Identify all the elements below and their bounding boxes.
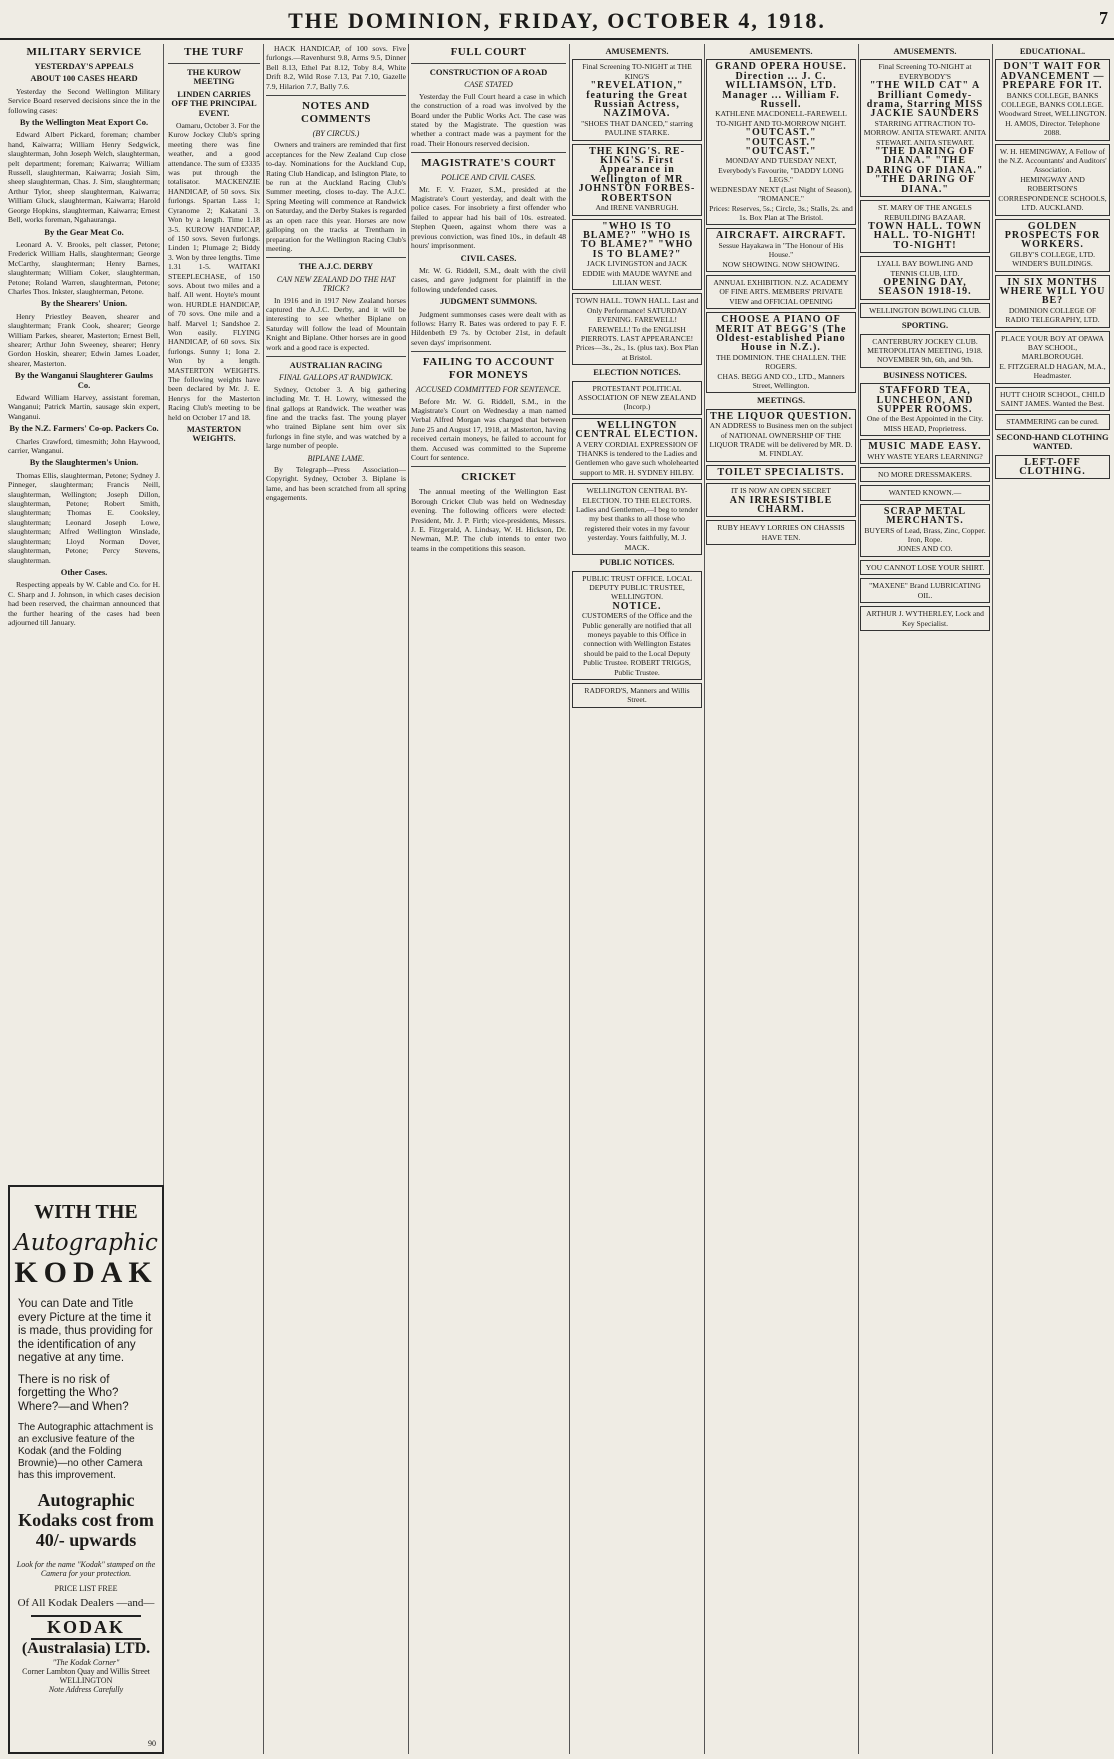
section-heading: ELECTION NOTICES.	[593, 367, 681, 378]
section-heading: SPORTING.	[901, 320, 949, 331]
article-text: Before Mr. W. G. Riddell, S.M., in the Magistrate's Court on Wednesday a man named Verbal Alfred Morgan was charged that between June 25 and August 17, 1918, at Masterton, having received certain moneys, he failed to account for them. Accused was committed to the Supreme Court for sentence.	[411, 396, 566, 462]
section-subheading: ABOUT 100 CASES HEARD	[30, 73, 138, 84]
section-subheading: AUSTRALIAN RACING	[289, 359, 383, 370]
section-subheading: By the Wanganui Slaughterer Gaulms Co.	[15, 370, 153, 390]
article-text: HACK HANDICAP, of 100 sovs. Five furlongs.—Ravenhurst 9.8, Arms 9.5, Dinner Bell 8.13, Ethel Pat 8.12, Toby 8.4, White Drift 8.2, Wild Rose 7.13, Pat 7.10, Gazelle 7.9, Hilarion 7.7, Bally 7.6.	[266, 44, 406, 91]
ad-note: Look for the name "Kodak" stamped on the Camera for your protection.	[16, 1560, 156, 1578]
ad-town-hall-pierrots: TOWN HALL. TOWN HALL. Last and Only Performance! SATURDAY EVENING. FAREWELL! FAREWELL! To the ENGLISH PIERROTS. LAST APPEARANCE! Prices—3s., 2s., 1s. (plus tax). Box Plan at Bristol.	[572, 293, 702, 365]
ad-corner: "The Kodak Corner"	[52, 1658, 120, 1667]
section-subheading: THE KUROW MEETING	[186, 67, 242, 87]
section-heading: MEETINGS.	[757, 395, 805, 406]
ad-begg-piano: CHOOSE A PIANO OF MERIT AT BEGG'S (The Oldest-established Piano House in N.Z.). THE DOMINION. THE CHALLEN. THE ROGERS. CHAS. BEGG AND CO., LTD., Manners Street, Wellington.	[706, 312, 856, 393]
section-subheading: CIVIL CASES.	[460, 252, 517, 263]
kodak-logo: KODAK	[31, 1615, 141, 1640]
article-text: Edward Albert Pickard, foreman; chamber hand, Kaiwarra; William Henry Sedgwick, slaughterman, John Joseph Welch, slaughterman, pelt department; foreman; Kaiwarra; William Russell, slaughterman, Kaiwarra; Josiah Sim, sheep slaughterman, Chas. J. Sim, slaughterman; Arthur Tylor, sheep slaughterman, Kaiwarra; William Gluck, slaughterman, Kaiwarra; Harold George Hopkins, slaughterman, Kaiwarra; Ernest Bell, works foreman, Ngahauranga.	[8, 130, 160, 225]
ad-price-list: PRICE LIST FREE	[54, 1584, 118, 1593]
section-subheading: LINDEN CARRIES OFF THE PRINCIPAL EVENT.	[171, 88, 257, 118]
ad-aircraft: AIRCRAFT. AIRCRAFT. Sessue Hayakawa in "The Honour of His House." NOW SHOWING. NOW SHOWING.	[706, 228, 856, 272]
ad-wanted-known: WANTED KNOWN.—	[860, 485, 990, 500]
article-text: Owners and trainers are reminded that first acceptances for the New Zealand Cup close to-day. Nominations for the Auckland Cup, Rating Club Handicap, and Islington Plate, to be run at the Auckland Racing Club's Summer meeting, closes to-day. The A.J.C. Spring Meeting will commence at Randwick on Saturday, and the Derby Stakes is regarded as an open race this year. Horses are now galloping on the tracks at Trentham in preparation for the Wellington Racing Club's meeting.	[266, 140, 406, 253]
article-text: Sydney, October 3. A big gathering including Mr. T. H. Lowry, witnessed the final gallops at Randwick. The weather was fine and the tracks fast. The young player who trained Biplane sent him over six furlongs in fine style, and was watched by a large number of people.	[266, 384, 406, 451]
kodak-advertisement	[8, 1185, 164, 1754]
masthead-rule	[0, 38, 1114, 40]
ad-brand: KODAK	[14, 1256, 158, 1289]
section-subheading: POLICE AND CIVIL CASES.	[441, 173, 536, 183]
ad-music: MUSIC MADE EASY. WHY WASTE YEARS LEARNING?	[860, 439, 990, 464]
article-text: Charles Crawford, timesmith; John Haywood, carrier, Wanganui.	[8, 436, 160, 456]
section-subheading: MASTERTON WEIGHTS.	[186, 424, 242, 444]
section-subheading: FINAL GALLOPS AT RANDWICK.	[279, 373, 393, 383]
article-text: Oamaru, October 3. For the Kurow Jockey Club's spring meeting there was fine weather, and a good attendance. The sum of £3335 was put through the totalisator. MACKENZIE HANDICAP, of 50 sovs. Six furlongs. Spartan Lass 1; Cyranome 2; Kakatani 3. Won by a length. Time 1.18 3-5. KUROW HANDICAP, of 150 sovs. Seven furlongs. Linden 1; Plumage 2; Biddy 3. Won by three lengths. Time 1.31 1-5. WAITAKI STEEPLECHASE, of 150 sovs. About two miles and a half. All went. Hoyte's mount won. HURDLE HANDICAP, of 70 sovs. One mile and a half. Marvel 1; Sandshoe 2. Won easily. FLYING HANDICAP, of 60 sovs. Six furlongs. Sunny 1; Iona 2. Won by a length. MASTERTON WEIGHTS. The following weights have been declared by Mr. J. E. Henrys for the Masterton Racing Club's meeting to be held on October 17 and 18.	[168, 121, 260, 422]
ad-toilet-specialists: TOILET SPECIALISTS.	[706, 465, 856, 480]
section-subheading: By the Slaughtermen's Union.	[29, 457, 139, 468]
ad-open-secret: IT IS NOW AN OPEN SECRET AN IRRESISTIBLE CHARM.	[706, 483, 856, 517]
article-text: Yesterday the Full Court heard a case in which the construction of a road was involved by the Board under the Public Works Act. The case was stated by the Magistrate. The question was whether a contract made was a payment for the road. Their Honours reserved decision.	[411, 91, 566, 148]
section-heading: AMUSEMENTS.	[893, 46, 957, 56]
ad-address: Corner Lambton Quay and Willis Street WELLINGTON	[22, 1667, 150, 1685]
section-heading: FULL COURT	[450, 46, 527, 58]
notice-by-election: WELLINGTON CENTRAL BY-ELECTION. TO THE ELECTORS. Ladies and Gentlemen,—I beg to tender my best thanks to all those who registered their votes in my favour yesterday. Yours faithfully, M. J. MACK.	[572, 483, 702, 555]
section-subheading: By the Gear Meat Co.	[44, 226, 124, 237]
column-divider	[858, 44, 859, 1754]
section-heading: EDUCATIONAL.	[1019, 46, 1086, 56]
article-text: Respecting appeals by W. Cable and Co. for H. C. Sharp and J. Johnson, in which cases decision had been reserved, the chairman announced that the further hearing of the cases had been adjourned till January.	[8, 580, 160, 627]
ad-note: Note Address Carefully	[48, 1685, 124, 1694]
section-heading: PUBLIC NOTICES.	[599, 557, 675, 568]
ad-title-script: Autographic	[14, 1230, 158, 1256]
column-amusements-1	[572, 44, 702, 1754]
ad-stafford-tea-rooms: STAFFORD TEA, LUNCHEON, AND SUPPER ROOMS. One of the Best Appointed in the City. MISS HEAD, Proprietress.	[860, 383, 990, 436]
section-subheading: CAN NEW ZEALAND DO THE HAT TRICK?	[276, 274, 396, 294]
column-amusements-2	[706, 44, 856, 1754]
section-subheading: By the N.Z. Farmers' Co-op. Packers Co.	[9, 423, 159, 434]
ad-st-marys-bazaar: ST. MARY OF THE ANGELS REBUILDING BAZAAR. TOWN HALL. TOWN HALL. TO-NIGHT! TO-NIGHT!	[860, 200, 990, 253]
article-text: Judgment summonses cases were dealt with as follows: Harry R. Bates was ordered to pay F. F. Hildenbeth £9 7s. by October 21st, in default seven days' imprisonment.	[411, 309, 566, 347]
article-text: In 1916 and in 1917 New Zealand horses captured the A.J.C. Derby, and it will be interesting to see whether Biplane on Saturday will follow the lead of Mountain Knight and Biplane. Other horses are in good work and a good race is expected.	[266, 295, 406, 352]
section-heading: AMUSEMENTS.	[749, 46, 813, 56]
column-racing-notes	[266, 44, 406, 1754]
byline: (BY CIRCUS.)	[312, 129, 360, 139]
section-heading: CRICKET	[461, 471, 516, 484]
ad-everybodys: Final Screening TO-NIGHT at EVERYBODY'S "THE WILD CAT" A Brilliant Comedy-drama, Starring MISS JACKIE SAUNDERS STARRING ATTRACTION TO-MORROW. ANITA STEWART. ANITA STEWART. ANITA STEWART. "THE DARING OF DIANA." "THE DARING OF DIANA." "THE DARING OF DIANA."	[860, 59, 990, 197]
notice-wellington-central: WELLINGTON CENTRAL ELECTION. A VERY CORDIAL EXPRESSION OF THANKS is tendered to the Ladies and Gentlemen who gave such wholehearted support to MR. H. SYDNEY HILBY.	[572, 418, 702, 480]
column-divider	[408, 44, 409, 1754]
page-number: 7	[1099, 8, 1108, 28]
section-subheading: By the Wellington Meat Export Co.	[19, 117, 149, 128]
article-text: Mr. F. V. Frazer, S.M., presided at the Magistrate's Court yesterday, and dealt with the police cases. For insobriety a first offender who failed to appear had his bail of 10s. estreated. Stephen Queen, against whom there was a previous conviction, was fined 10s., in default 48 hours' imprisonment.	[411, 184, 566, 251]
ad-lyall-bay: LYALL BAY BOWLING AND TENNIS CLUB, LTD. OPENING DAY, SEASON 1918-19.	[860, 256, 990, 300]
ad-headline: Autographic Kodaks cost from 40/- upwards	[18, 1490, 154, 1550]
ad-grand-opera-house: GRAND OPERA HOUSE. Direction ... J. C. WILLIAMSON, LTD. Manager ... William F. Russell. KATHLENE MACDONELL-FAREWELL TO-NIGHT AND TO-MORROW NIGHT. "OUTCAST." "OUTCAST." "OUTCAST." MONDAY AND TUESDAY NEXT, Everybody's Favourite, "DADDY LONG LEGS." WEDNESDAY NEXT (Last Night of Season), "ROMANCE." Prices: Reserves, 5s.; Circle, 3s.; Stalls, 2s. and 1s. Box Plan at The Bristol.	[706, 59, 856, 225]
section-subheading: YESTERDAY'S APPEALS	[34, 61, 134, 71]
ad-locksmith: ARTHUR J. WYTHERLEY, Lock and Key Specialist.	[860, 606, 990, 631]
masthead	[0, 0, 1114, 40]
column-educational	[995, 44, 1110, 1754]
section-heading: MAGISTRATE'S COURT	[421, 157, 556, 170]
section-heading: SECOND-HAND CLOTHING WANTED.	[996, 431, 1109, 452]
article-text: Thomas Ellis, slaughterman, Petone; Sydney J. Pinneger, slaughterman; Francis Neill, slaughterman, Wellington; Joseph Dillon, slaughterman, Petone; Robert Smith, slaughterman; Thomas E. Cooksley, slaughterman; Leonard Joseph Lowe, slaughterman; Alfred Wellington Winslade, slaughterman; Lloyd Norman Dover, slaughterman, Petone; Percy Stevens, slaughterman.	[8, 470, 160, 565]
ad-radio-telegraphy: IN SIX MONTHS WHERE WILL YOU BE? DOMINION COLLEGE OF RADIO TELEGRAPHY, LTD.	[995, 275, 1110, 328]
section-heading: MILITARY SERVICE	[26, 46, 142, 58]
section-subheading: By the Shearers' Union.	[40, 298, 128, 309]
ad-stammering: STAMMERING can be cured.	[995, 414, 1110, 429]
ad-left-off-clothing: LEFT-OFF CLOTHING.	[995, 455, 1110, 480]
ad-dealers: Of All Kodak Dealers —and—	[17, 1597, 155, 1609]
column-divider	[992, 44, 993, 1754]
ad-radford: RADFORD'S, Manners and Willis Street.	[572, 683, 702, 708]
section-subheading: THE A.J.C. DERBY	[298, 261, 374, 272]
section-heading: NOTES AND COMMENTS	[301, 100, 371, 126]
section-subheading: CASE STATED	[464, 80, 513, 90]
article-text: Henry Priestley Beaven, shearer and slaughterman; Frank Cook, shearer; George William Parkes, shearer, Masterton; Ernest Bell, shearer; Arthur John Sweeney, shearer; Henry Gordon Hoskin, shearer; Edwin James Loader, shearer, Masterton.	[8, 311, 160, 368]
newspaper-title: THE DOMINION, FRIDAY, OCTOBER 4, 1918.	[288, 8, 826, 33]
article-text: Yesterday the Second Wellington Military Service Board reserved decisions since the in the following cases:	[8, 86, 160, 115]
section-heading: FAILING TO ACCOUNT FOR MONEYS	[422, 356, 555, 382]
article-text: The annual meeting of the Wellington East Borough Cricket Club was held on Wednesday evening. The following officers were elected: President, Mr. J. P. Firth; vice-presidents, Messrs. J. E. Fitzgerald, A. Lindsay, W. H. Hickson, Dr. Newman, M.P. The club intends to enter two teams in the competitions this season.	[411, 487, 566, 553]
ad-maxene-oil: "MAXENE" Brand LUBRICATING OIL.	[860, 578, 990, 603]
notice-protestant: PROTESTANT POLITICAL ASSOCIATION OF NEW ZEALAND (Incorp.)	[572, 381, 702, 415]
section-heading: AMUSEMENTS.	[605, 46, 669, 56]
ad-who-is-to-blame: "WHO IS TO BLAME?" "WHO IS TO BLAME?" "WHO IS TO BLAME?" JACK LIVINGSTON and JACK EDDIE with MAUDE WAYNE and LILIAN WEST.	[572, 219, 702, 291]
article-text: Mr. W. G. Riddell, S.M., dealt with the civil cases, and gave judgment for plaintiff in the following undefended cases.	[411, 265, 566, 294]
ad-company: (Australasia) LTD.	[21, 1640, 151, 1657]
article-text: Edward William Harvey, assistant foreman, Wanganui; Patrick Martin, sausage skin expert, Wanganui.	[8, 393, 160, 421]
ad-kings-forbes-robertson: THE KING'S. RE-KING'S. First Appearance in Wellington of MR JOHNSTON FORBES-ROBERTSON And IRENE VANBRUGH.	[572, 144, 702, 216]
ad-kings-theatre: Final Screening TO-NIGHT at THE KING'S "REVELATION," featuring the Great Russian Actress, NAZIMOVA. "SHOES THAT DANCED," starring PAULINE STARKE.	[572, 59, 702, 140]
ad-banks-college: DON'T WAIT FOR ADVANCEMENT —PREPARE FOR IT. BANKS COLLEGE, BANKS COLLEGE, BANKS COLLEGE. Woodward Street, WELLINGTON. H. AMOS, Director. Telephone 2088.	[995, 59, 1110, 140]
ad-golden-prospects: GOLDEN PROSPECTS FOR WORKERS. GILBY'S COLLEGE, LTD. WINDER'S BUILDINGS.	[995, 219, 1110, 272]
ad-canterbury-jockey-club: CANTERBURY JOCKEY CLUB. METROPOLITAN MEETING, 1918. NOVEMBER 9th, 6th, and 9th.	[860, 334, 990, 368]
column-divider	[569, 44, 570, 1754]
ad-body: You can Date and Title every Picture at the time it is made, thus providing for the identification of any negative at any time.	[18, 1298, 153, 1364]
notice-liquor-question: THE LIQUOR QUESTION. AN ADDRESS to Business men on the subject of NATIONAL OWNERSHIP OF THE LIQUOR TRADE will be delivered by MR. D. M. FINDLAY.	[706, 409, 856, 462]
ad-hutt-choir-school: HUTT CHOIR SCHOOL, CHILD SAINT JAMES. Wanted the Best.	[995, 387, 1110, 412]
column-turf	[168, 44, 260, 1754]
ad-wellington-bowling: WELLINGTON BOWLING CLUB.	[860, 303, 990, 318]
column-amusements-3	[860, 44, 990, 1754]
ad-academy-exhibition: ANNUAL EXHIBITION. N.Z. ACADEMY OF FINE ARTS. MEMBERS' PRIVATE VIEW and OFFICIAL OPENING	[706, 275, 856, 309]
ad-body: There is no risk of forgetting the Who? Where?—and When?	[18, 1373, 129, 1413]
ad-scrap-metal: SCRAP METAL MERCHANTS. BUYERS of Lead, Brass, Zinc, Copper. Iron, Rope. JONES AND CO.	[860, 504, 990, 557]
article-text: By Telegraph—Press Association—Copyright. Sydney, October 3. Biplane is lame, and has been scratched from all spring engagements.	[266, 465, 406, 503]
column-courts	[411, 44, 566, 1754]
section-subheading: CONSTRUCTION OF A ROAD	[429, 67, 548, 77]
section-subheading: BIPLANE LAME.	[307, 453, 365, 463]
ad-hemingway: W. H. HEMINGWAY, A Fellow of the N.Z. Accountants' and Auditors' Association. HEMINGWAY AND ROBERTSON'S CORRESPONDENCE SCHOOLS, LTD. AUCKLAND.	[995, 144, 1110, 216]
column-divider	[263, 44, 264, 1754]
ad-body: The Autographic attachment is an exclusive feature of the Kodak (and the Folding Brownie)—no other Camera has this improvement.	[18, 1422, 154, 1481]
notice-public-trust: PUBLIC TRUST OFFICE. LOCAL DEPUTY PUBLIC TRUSTEE, WELLINGTON. NOTICE. CUSTOMERS of the Office and the Public generally are notified that all moneys payable to this Office in connection with Wellington Estates should be paid to the Local Deputy Public Trustee. ROBERT TRIGGS, Public Trustee.	[572, 571, 702, 680]
section-subheading: ACCUSED COMMITTED FOR SENTENCE.	[415, 385, 562, 395]
section-heading: BUSINESS NOTICES.	[883, 369, 967, 380]
section-subheading: Other Cases.	[60, 566, 108, 577]
ad-opawa-bay-school: PLACE YOUR BOY AT OPAWA BAY SCHOOL, MARLBOROUGH. E. FITZGERALD HAGAN, M.A., Headmaster.	[995, 331, 1110, 384]
ad-dressmakers: NO MORE DRESSMAKERS.	[860, 467, 990, 482]
ad-kicker: WITH THE	[34, 1201, 138, 1223]
column-military-service	[8, 44, 160, 1179]
column-divider	[704, 44, 705, 1754]
section-subheading: JUDGMENT SUMMONS.	[439, 296, 538, 307]
article-text: Leonard A. V. Brooks, pelt classer, Petone; Frederick William Halls, slaughterman; George McCarthy, slaughterman; Henry Barnes, slaughterman; William Coker, slaughterman, Petone; Roland Warren, slaughterman, Petone; Charles Thos. Inkster, slaughterman, Petone.	[8, 239, 160, 296]
section-heading: THE TURF	[184, 46, 244, 58]
ad-ruby-lorries: RUBY HEAVY LORRIES ON CHASSIS HAVE TEN.	[706, 520, 856, 545]
ad-number: 90	[148, 1739, 156, 1748]
ad-shirt: YOU CANNOT LOSE YOUR SHIRT.	[860, 560, 990, 575]
